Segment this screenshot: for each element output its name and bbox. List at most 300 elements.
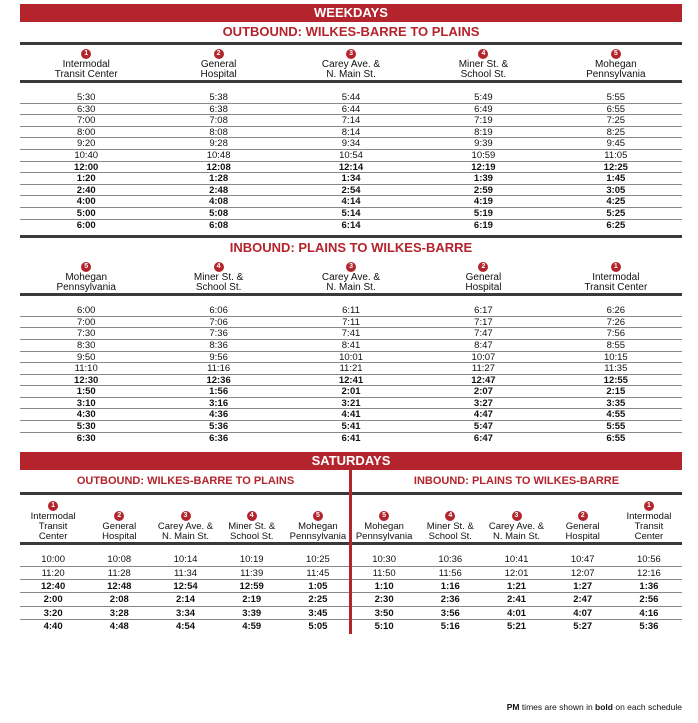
table-row bbox=[20, 409, 682, 421]
time-cell: 4:30 bbox=[76, 409, 96, 421]
time-cell: 6:06 bbox=[209, 305, 228, 317]
time-cell: 4:01 bbox=[507, 607, 527, 619]
time-cell: 3:27 bbox=[473, 397, 493, 409]
stop-name-line: N. Main St. bbox=[493, 531, 540, 543]
stop-name-line: Pennsylvania bbox=[56, 282, 116, 294]
time-cell: 5:36 bbox=[209, 421, 229, 433]
time-cell: 12:16 bbox=[637, 567, 661, 579]
stop-number-icon: 2 bbox=[114, 511, 124, 521]
time-cell: 9:28 bbox=[209, 138, 228, 150]
time-cell: 8:41 bbox=[341, 339, 361, 351]
time-cell: 1:56 bbox=[209, 386, 229, 398]
stop-number-icon: 4 bbox=[214, 262, 224, 272]
footnote-text: times are shown in bbox=[519, 702, 596, 712]
time-cell: 3:45 bbox=[308, 607, 328, 619]
stop-header bbox=[550, 511, 616, 542]
stop-header bbox=[152, 262, 284, 293]
time-cell: 5:00 bbox=[76, 207, 96, 219]
stop-name-line: Pennsylvania bbox=[355, 531, 413, 543]
saturdays-inbound-header bbox=[351, 495, 682, 545]
weekdays-inbound-header bbox=[20, 258, 682, 296]
saturdays-outbound-title: OUTBOUND: WILKES-BARRE TO PLAINS bbox=[76, 475, 295, 488]
time-cell: 4:48 bbox=[109, 621, 129, 633]
stop-name-line: Hospital bbox=[102, 531, 137, 543]
time-cell: 10:36 bbox=[438, 554, 463, 566]
stop-name-line: General bbox=[200, 59, 237, 70]
time-cell: 5:16 bbox=[440, 621, 460, 633]
time-cell: 11:34 bbox=[173, 567, 198, 579]
table-row bbox=[20, 553, 351, 566]
table-row bbox=[20, 620, 351, 633]
time-cell: 2:01 bbox=[341, 386, 361, 398]
time-cell: 8:47 bbox=[474, 339, 493, 351]
time-cell: 11:05 bbox=[604, 149, 628, 161]
stop-number-icon: 1 bbox=[81, 49, 91, 59]
footnote-pm: PM bbox=[506, 702, 520, 712]
vertical-divider bbox=[349, 470, 352, 633]
table-row bbox=[20, 433, 682, 445]
stop-name-line: Carey Ave. & bbox=[157, 521, 214, 533]
time-cell: 7:36 bbox=[209, 328, 228, 340]
time-cell: 2:54 bbox=[341, 184, 361, 196]
time-cell: 2:47 bbox=[573, 594, 593, 606]
time-cell: 1:45 bbox=[606, 173, 626, 185]
time-cell: 7:11 bbox=[342, 316, 360, 328]
time-cell: 4:25 bbox=[606, 196, 626, 208]
time-cell: 1:21 bbox=[507, 581, 527, 593]
stop-name-line: General bbox=[465, 272, 502, 284]
stop-header bbox=[285, 511, 351, 542]
stop-name-line: Mohegan bbox=[364, 521, 404, 533]
stop-name-line: General bbox=[102, 521, 137, 533]
time-cell: 3:56 bbox=[440, 607, 460, 619]
stop-name-line: Transit Center bbox=[54, 69, 118, 80]
stop-number-icon: 2 bbox=[478, 262, 488, 272]
time-cell: 5:30 bbox=[76, 421, 96, 433]
time-cell: 12:30 bbox=[74, 374, 99, 386]
time-cell: 8:36 bbox=[209, 339, 228, 351]
stop-name-line: Intermodal bbox=[592, 272, 640, 284]
time-cell: 7:14 bbox=[341, 115, 361, 127]
table-row bbox=[351, 567, 682, 580]
table-row bbox=[20, 150, 682, 162]
time-cell: 3:35 bbox=[606, 397, 626, 409]
stop-header bbox=[20, 262, 152, 293]
time-cell: 6:44 bbox=[341, 103, 361, 115]
stop-name-line: Hospital bbox=[565, 531, 600, 543]
time-cell: 6:00 bbox=[76, 305, 96, 317]
time-cell: 12:54 bbox=[173, 581, 198, 593]
table-row bbox=[20, 398, 682, 410]
time-cell: 7:00 bbox=[76, 115, 96, 127]
table-row bbox=[20, 607, 351, 620]
time-cell: 4:16 bbox=[639, 607, 659, 619]
time-cell: 10:14 bbox=[173, 554, 198, 566]
time-cell: 3:28 bbox=[109, 607, 129, 619]
time-cell: 2:25 bbox=[308, 594, 328, 606]
time-cell: 2:15 bbox=[606, 386, 626, 398]
time-cell: 10:47 bbox=[570, 554, 595, 566]
time-cell: 7:47 bbox=[474, 328, 493, 340]
stop-number-icon: 3 bbox=[346, 49, 356, 59]
stop-header bbox=[351, 511, 417, 542]
stop-number-icon: 4 bbox=[478, 49, 488, 59]
time-cell: 6:08 bbox=[209, 219, 229, 231]
stop-name-line: Mohegan bbox=[298, 521, 338, 533]
time-cell: 5:44 bbox=[341, 92, 361, 103]
stop-name-line: Transit bbox=[634, 521, 664, 533]
table-row bbox=[20, 115, 682, 127]
time-cell: 7:30 bbox=[76, 328, 96, 340]
footnote-text: on each schedule bbox=[613, 702, 682, 712]
stop-name-line: Carey Ave. & bbox=[321, 272, 381, 284]
stop-number-icon: 4 bbox=[247, 511, 257, 521]
stop-name-line: School St. bbox=[195, 282, 242, 294]
time-cell: 9:45 bbox=[606, 138, 626, 150]
table-row bbox=[20, 208, 682, 220]
stop-name-line: N. Main St. bbox=[326, 69, 376, 80]
stop-header bbox=[152, 511, 218, 542]
time-cell: 5:55 bbox=[606, 92, 626, 103]
time-cell: 12:36 bbox=[206, 374, 231, 386]
time-cell: 6:26 bbox=[606, 305, 626, 317]
time-cell: 5:36 bbox=[639, 621, 659, 633]
time-cell: 3:50 bbox=[374, 607, 394, 619]
time-cell: 8:25 bbox=[606, 126, 626, 138]
stop-name-line: School St. bbox=[230, 531, 274, 543]
saturdays-outbound-table bbox=[20, 545, 351, 633]
stop-number-icon: 1 bbox=[611, 262, 621, 272]
time-cell: 12:48 bbox=[107, 581, 132, 593]
time-cell: 5:21 bbox=[507, 621, 527, 633]
time-cell: 1:34 bbox=[341, 173, 361, 185]
weekdays-outbound-header bbox=[20, 45, 682, 83]
time-cell: 6:47 bbox=[473, 432, 493, 444]
stop-header bbox=[417, 49, 549, 80]
table-row bbox=[351, 580, 682, 593]
table-row bbox=[20, 305, 682, 317]
time-cell: 2:07 bbox=[473, 386, 493, 398]
stop-number-icon: 2 bbox=[214, 49, 224, 59]
table-row bbox=[20, 375, 682, 387]
table-row bbox=[20, 196, 682, 208]
stop-header bbox=[20, 501, 86, 542]
time-cell: 5:47 bbox=[473, 421, 493, 433]
time-cell: 1:28 bbox=[209, 173, 229, 185]
table-row bbox=[351, 620, 682, 633]
footnote-bold: bold bbox=[595, 702, 613, 712]
table-row bbox=[20, 162, 682, 174]
weekdays-inbound-table bbox=[20, 296, 682, 444]
table-row bbox=[20, 138, 682, 150]
time-cell: 4:14 bbox=[341, 196, 361, 208]
time-cell: 10:19 bbox=[239, 554, 264, 566]
stop-name-line: Pennsylvania bbox=[289, 531, 347, 543]
time-cell: 1:39 bbox=[473, 173, 493, 185]
time-cell: 10:15 bbox=[603, 351, 628, 363]
time-cell: 4:54 bbox=[176, 621, 196, 633]
time-cell: 6:25 bbox=[606, 219, 626, 231]
stop-name-line: Miner St. & bbox=[458, 59, 509, 70]
time-cell: 11:50 bbox=[372, 567, 396, 579]
stop-name-line: Intermodal bbox=[626, 511, 672, 523]
stop-name-line: Hospital bbox=[465, 282, 502, 294]
weekdays-outbound-title: OUTBOUND: WILKES-BARRE TO PLAINS bbox=[222, 24, 480, 39]
stop-name-line: N. Main St. bbox=[162, 531, 209, 543]
time-cell: 5:25 bbox=[606, 207, 626, 219]
time-cell: 1:20 bbox=[76, 173, 96, 185]
stop-name-line: Transit Center bbox=[584, 282, 648, 294]
time-cell: 10:08 bbox=[107, 554, 132, 566]
weekdays-banner: WEEKDAYS bbox=[20, 4, 682, 22]
table-row bbox=[20, 352, 682, 364]
time-cell: 5:27 bbox=[573, 621, 593, 633]
table-row bbox=[20, 92, 682, 104]
stop-name-line: Transit bbox=[38, 521, 68, 533]
time-cell: 10:40 bbox=[74, 149, 99, 161]
time-cell: 9:20 bbox=[76, 138, 96, 150]
time-cell: 4:59 bbox=[242, 621, 262, 633]
stop-header bbox=[550, 262, 682, 293]
time-cell: 1:05 bbox=[308, 581, 328, 593]
table-row bbox=[20, 317, 682, 329]
time-cell: 12:55 bbox=[603, 374, 628, 386]
time-cell: 6:11 bbox=[342, 305, 360, 317]
time-cell: 2:40 bbox=[76, 184, 96, 196]
time-cell: 3:21 bbox=[341, 397, 361, 409]
time-cell: 12:14 bbox=[338, 161, 364, 173]
time-cell: 4:41 bbox=[341, 409, 361, 421]
table-row bbox=[20, 593, 351, 606]
time-cell: 7:06 bbox=[209, 316, 228, 328]
time-cell: 8:55 bbox=[606, 339, 626, 351]
time-cell: 6:36 bbox=[209, 432, 229, 444]
stop-header bbox=[86, 511, 152, 542]
stop-header bbox=[483, 511, 549, 542]
time-cell: 1:10 bbox=[374, 581, 394, 593]
time-cell: 12:41 bbox=[338, 374, 364, 386]
time-cell: 6:41 bbox=[341, 432, 361, 444]
time-cell: 2:48 bbox=[209, 184, 229, 196]
stop-name-line: Miner St. & bbox=[426, 521, 474, 533]
time-cell: 11:56 bbox=[438, 567, 462, 579]
schedule-page bbox=[20, 4, 682, 634]
stop-number-icon: 5 bbox=[379, 511, 389, 521]
time-cell: 7:41 bbox=[341, 328, 361, 340]
time-cell: 6:55 bbox=[606, 103, 626, 115]
time-cell: 10:54 bbox=[339, 149, 363, 161]
stop-header bbox=[616, 501, 682, 542]
time-cell: 4:47 bbox=[473, 409, 493, 421]
time-cell: 8:00 bbox=[76, 126, 96, 138]
time-cell: 11:27 bbox=[471, 363, 495, 375]
time-cell: 7:25 bbox=[606, 115, 626, 127]
time-cell: 12:07 bbox=[570, 567, 595, 579]
time-cell: 11:28 bbox=[107, 567, 131, 579]
stop-header bbox=[417, 262, 549, 293]
stop-name-line: Carey Ave. & bbox=[321, 59, 381, 70]
time-cell: 12:40 bbox=[40, 581, 66, 593]
stop-name-line: School St. bbox=[460, 69, 507, 80]
time-cell: 5:19 bbox=[473, 207, 493, 219]
table-row bbox=[20, 127, 682, 139]
time-cell: 12:47 bbox=[471, 374, 496, 386]
time-cell: 6:17 bbox=[474, 305, 493, 317]
time-cell: 2:56 bbox=[639, 594, 659, 606]
stop-number-icon: 3 bbox=[181, 511, 191, 521]
time-cell: 6:30 bbox=[76, 103, 96, 115]
time-cell: 9:34 bbox=[341, 138, 361, 150]
stop-number-icon: 1 bbox=[644, 501, 654, 511]
stop-number-icon: 3 bbox=[346, 262, 356, 272]
time-cell: 9:50 bbox=[76, 351, 96, 363]
time-cell: 6:38 bbox=[209, 103, 228, 115]
time-cell: 5:41 bbox=[341, 421, 361, 433]
time-cell: 12:59 bbox=[239, 581, 264, 593]
stop-header bbox=[417, 511, 483, 542]
time-cell: 11:10 bbox=[74, 363, 98, 375]
table-row bbox=[20, 340, 682, 352]
time-cell: 12:25 bbox=[603, 161, 628, 173]
time-cell: 10:00 bbox=[41, 554, 65, 566]
time-cell: 2:08 bbox=[109, 594, 129, 606]
time-cell: 5:55 bbox=[606, 421, 626, 433]
time-cell: 3:16 bbox=[209, 397, 229, 409]
stop-name-line: Hospital bbox=[200, 69, 237, 80]
stop-name-line: N. Main St. bbox=[326, 282, 376, 294]
time-cell: 7:56 bbox=[606, 328, 626, 340]
time-cell: 7:26 bbox=[606, 316, 626, 328]
saturdays-outbound bbox=[20, 470, 351, 633]
time-cell: 9:39 bbox=[474, 138, 493, 150]
stop-name-line: Mohegan bbox=[65, 272, 108, 284]
time-cell: 4:36 bbox=[209, 409, 229, 421]
time-cell: 2:14 bbox=[176, 594, 196, 606]
stop-number-icon: 3 bbox=[512, 511, 522, 521]
time-cell: 4:07 bbox=[573, 607, 593, 619]
time-cell: 10:59 bbox=[471, 149, 496, 161]
stop-header bbox=[285, 262, 417, 293]
stop-name-line: Intermodal bbox=[62, 59, 110, 70]
time-cell: 1:50 bbox=[76, 386, 96, 398]
saturdays-outbound-header bbox=[20, 495, 351, 545]
stop-number-icon: 1 bbox=[48, 501, 58, 511]
time-cell: 4:40 bbox=[43, 621, 63, 633]
saturdays-section bbox=[20, 470, 682, 633]
stop-name-line: Miner St. & bbox=[228, 521, 276, 533]
table-row bbox=[20, 386, 682, 398]
stop-number-icon: 4 bbox=[445, 511, 455, 521]
time-cell: 10:41 bbox=[504, 554, 529, 566]
time-cell: 2:19 bbox=[242, 594, 262, 606]
time-cell: 5:38 bbox=[209, 92, 228, 103]
stop-name-line: Mohegan bbox=[594, 59, 637, 70]
stop-name-line: School St. bbox=[428, 531, 472, 543]
stop-header bbox=[20, 49, 152, 80]
time-cell: 6:00 bbox=[76, 219, 96, 231]
saturdays-inbound bbox=[351, 470, 682, 633]
time-cell: 3:20 bbox=[43, 607, 63, 619]
stop-number-icon: 2 bbox=[578, 511, 588, 521]
table-row bbox=[20, 185, 682, 197]
table-row bbox=[20, 328, 682, 340]
stop-header bbox=[219, 511, 285, 542]
time-cell: 5:30 bbox=[76, 92, 96, 103]
time-cell: 11:45 bbox=[306, 567, 330, 579]
time-cell: 2:30 bbox=[374, 594, 394, 606]
stop-number-icon: 5 bbox=[611, 49, 621, 59]
time-cell: 2:59 bbox=[473, 184, 493, 196]
stop-name-line: Miner St. & bbox=[193, 272, 244, 284]
saturdays-banner: SATURDAYS bbox=[20, 452, 682, 470]
stop-header bbox=[152, 49, 284, 80]
footnote bbox=[507, 702, 682, 712]
time-cell: 12:01 bbox=[504, 567, 529, 579]
time-cell: 6:55 bbox=[606, 432, 626, 444]
table-row bbox=[20, 421, 682, 433]
table-row bbox=[351, 553, 682, 566]
time-cell: 11:16 bbox=[207, 363, 231, 375]
time-cell: 10:48 bbox=[206, 149, 231, 161]
time-cell: 5:10 bbox=[374, 621, 394, 633]
time-cell: 1:16 bbox=[440, 581, 460, 593]
time-cell: 12:08 bbox=[206, 161, 231, 173]
table-row bbox=[351, 593, 682, 606]
weekdays-inbound-title: INBOUND: PLAINS TO WILKES-BARRE bbox=[229, 240, 473, 256]
time-cell: 6:49 bbox=[474, 103, 493, 115]
time-cell: 7:19 bbox=[474, 115, 493, 127]
time-cell: 10:07 bbox=[471, 351, 496, 363]
stop-number-icon: 5 bbox=[313, 511, 323, 521]
time-cell: 11:35 bbox=[604, 363, 628, 375]
time-cell: 4:19 bbox=[473, 196, 493, 208]
stop-header bbox=[550, 49, 682, 80]
stop-name-line: Pennsylvania bbox=[586, 69, 646, 80]
time-cell: 4:00 bbox=[76, 196, 96, 208]
table-row bbox=[20, 363, 682, 375]
time-cell: 9:56 bbox=[209, 351, 228, 363]
time-cell: 12:19 bbox=[471, 161, 496, 173]
time-cell: 8:19 bbox=[474, 126, 493, 138]
table-row bbox=[20, 220, 682, 232]
time-cell: 8:30 bbox=[76, 339, 96, 351]
time-cell: 12:00 bbox=[74, 161, 99, 173]
time-cell: 3:34 bbox=[176, 607, 196, 619]
time-cell: 3:39 bbox=[242, 607, 262, 619]
stop-header bbox=[285, 49, 417, 80]
time-cell: 1:27 bbox=[573, 581, 593, 593]
weekdays-outbound-table bbox=[20, 83, 682, 231]
time-cell: 11:20 bbox=[41, 567, 65, 579]
time-cell: 1:36 bbox=[639, 581, 659, 593]
table-row bbox=[20, 580, 351, 593]
time-cell: 11:21 bbox=[339, 363, 363, 375]
time-cell: 6:19 bbox=[473, 219, 493, 231]
time-cell: 5:14 bbox=[341, 207, 361, 219]
stop-number-icon: 5 bbox=[81, 262, 91, 272]
saturdays-inbound-title: INBOUND: PLAINS TO WILKES-BARRE bbox=[413, 475, 620, 488]
time-cell: 7:00 bbox=[76, 316, 96, 328]
time-cell: 11:39 bbox=[240, 567, 264, 579]
time-cell: 4:55 bbox=[606, 409, 626, 421]
time-cell: 6:14 bbox=[341, 219, 361, 231]
time-cell: 3:10 bbox=[76, 397, 96, 409]
time-cell: 10:25 bbox=[306, 554, 330, 566]
time-cell: 7:17 bbox=[474, 316, 493, 328]
time-cell: 2:41 bbox=[507, 594, 527, 606]
time-cell: 6:30 bbox=[76, 432, 96, 444]
time-cell: 10:01 bbox=[339, 351, 363, 363]
